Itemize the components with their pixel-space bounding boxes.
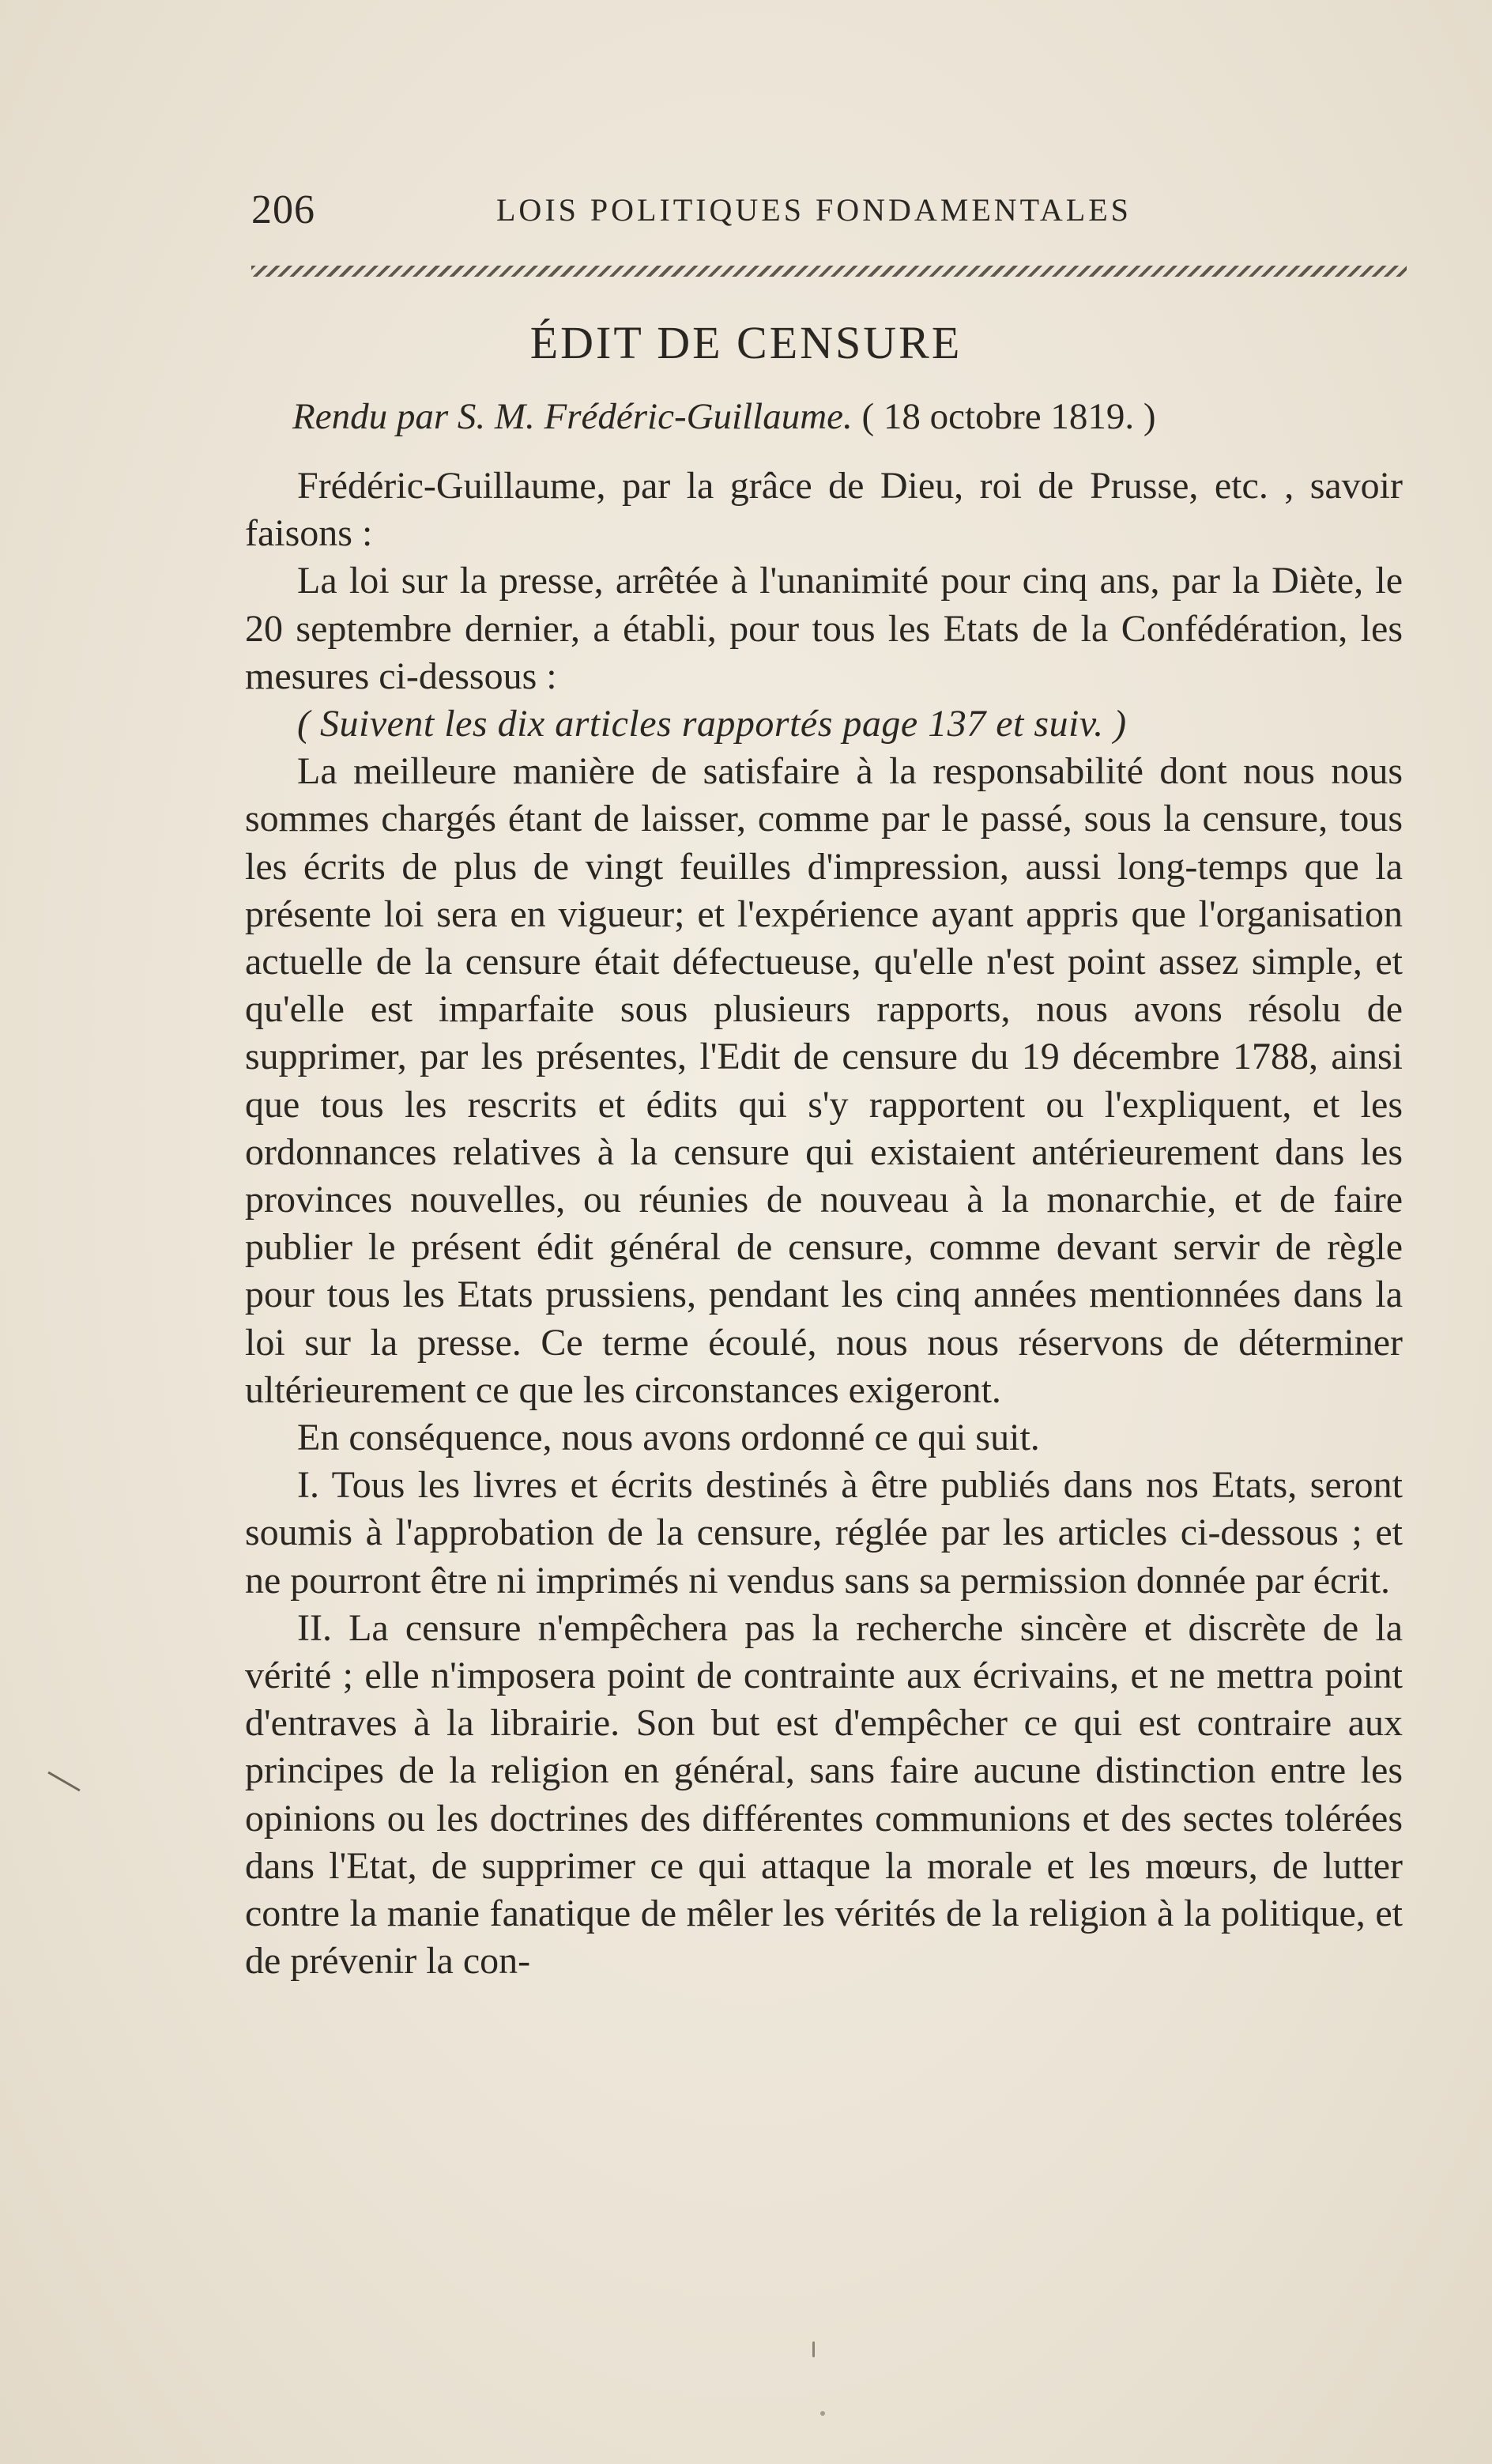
paragraph-article-2: II. La censure n'empêchera pas la recherche sincère et discrète de la vérité ; elle n'imposera point de contrainte aux écrivains, et ne mettra point d'entraves à la librairie. Son but est d'empêcher ce qui est contraire aux principes de la religion en général, sans faire aucune distinction entre les opinions ou les doctrines des différentes communions et des sectes tolérées dans l'Etat, de supprimer ce qui attaque la morale et les mœurs, de lutter contre la manie fanatique de mêler les vérités de la religion à la politique, et de prévenir la con- <box>245 1606 1403 1983</box>
page-header <box>251 187 1397 234</box>
paragraph-consequence: En conséquence, nous avons ordonné ce qui suit. <box>297 1417 1040 1459</box>
section-subtitle <box>292 395 1156 438</box>
paper-speck <box>812 2341 815 2357</box>
paragraph-editorial-note: ( Suivent les dix articles rapportés page 137 et suiv. ) <box>297 703 1127 745</box>
paragraph-preamble: Frédéric-Guillaume, par la grâce de Dieu, roi de Prusse, etc. , savoir faisons : <box>245 465 1403 555</box>
paragraph-law-reference: La loi sur la presse, arrêtée à l'unanimité pour cinq ans, par la Diète, le 20 septembre dernier, a établi, pour tous les Etats de la Confédération, les mesures ci-dessous : <box>245 560 1403 697</box>
paragraph-article-1: I. Tous les livres et écrits destinés à être publiés dans nos Etats, seront soumis à l'approbation de la censure, réglée par les articles ci-dessous ; et ne pourront être ni imprimés ni vendus sans sa permission donnée par écrit. <box>245 1464 1403 1602</box>
paragraph-motivation: La meilleure manière de satisfaire à la responsabilité dont nous nous sommes chargés étant de laisser, comme par le passé, sous la censure, tous les écrits de plus de vingt feuilles d'impression, aussi long-temps que la présente loi sera en vigueur; et l'expérience ayant appris que l'organisation actuelle de la censure était défectueuse, qu'elle n'est point assez simple, et qu'elle est imparfaite sous plusieurs rapports, nous avons résolu de supprimer, par les présentes, l'Edit de censure du 19 décembre 1788, ainsi que tous les rescrits et édits qui s'y rapportent ou l'expliquent, et les ordonnances relatives à la censure qui existaient antérieurement dans les provinces nouvelles, ou réunies de nouveau à la monarchie, et de faire publier le présent édit général de censure, comme devant servir de règle pour tous les Etats prussiens, pendant les cinq années mentionnées dans la loi sur la presse. Ce terme écoulé, nous nous réservons de déterminer ultérieurement ce que les circonstances exigeront. <box>245 750 1403 1411</box>
subtitle-date: ( 18 octobre 1819. ) <box>861 396 1156 437</box>
subtitle-text: Rendu par S. M. Frédéric-Guillaume. <box>292 396 853 437</box>
margin-pencil-mark <box>47 1772 80 1792</box>
body-text <box>245 462 1403 1986</box>
running-head: LOIS POLITIQUES FONDAMENTALES <box>496 192 1132 228</box>
section-title: ÉDIT DE CENSURE <box>529 317 963 368</box>
ornamental-rule <box>251 266 1407 277</box>
page-number: 206 <box>251 187 315 232</box>
paper-speck <box>820 2411 825 2416</box>
